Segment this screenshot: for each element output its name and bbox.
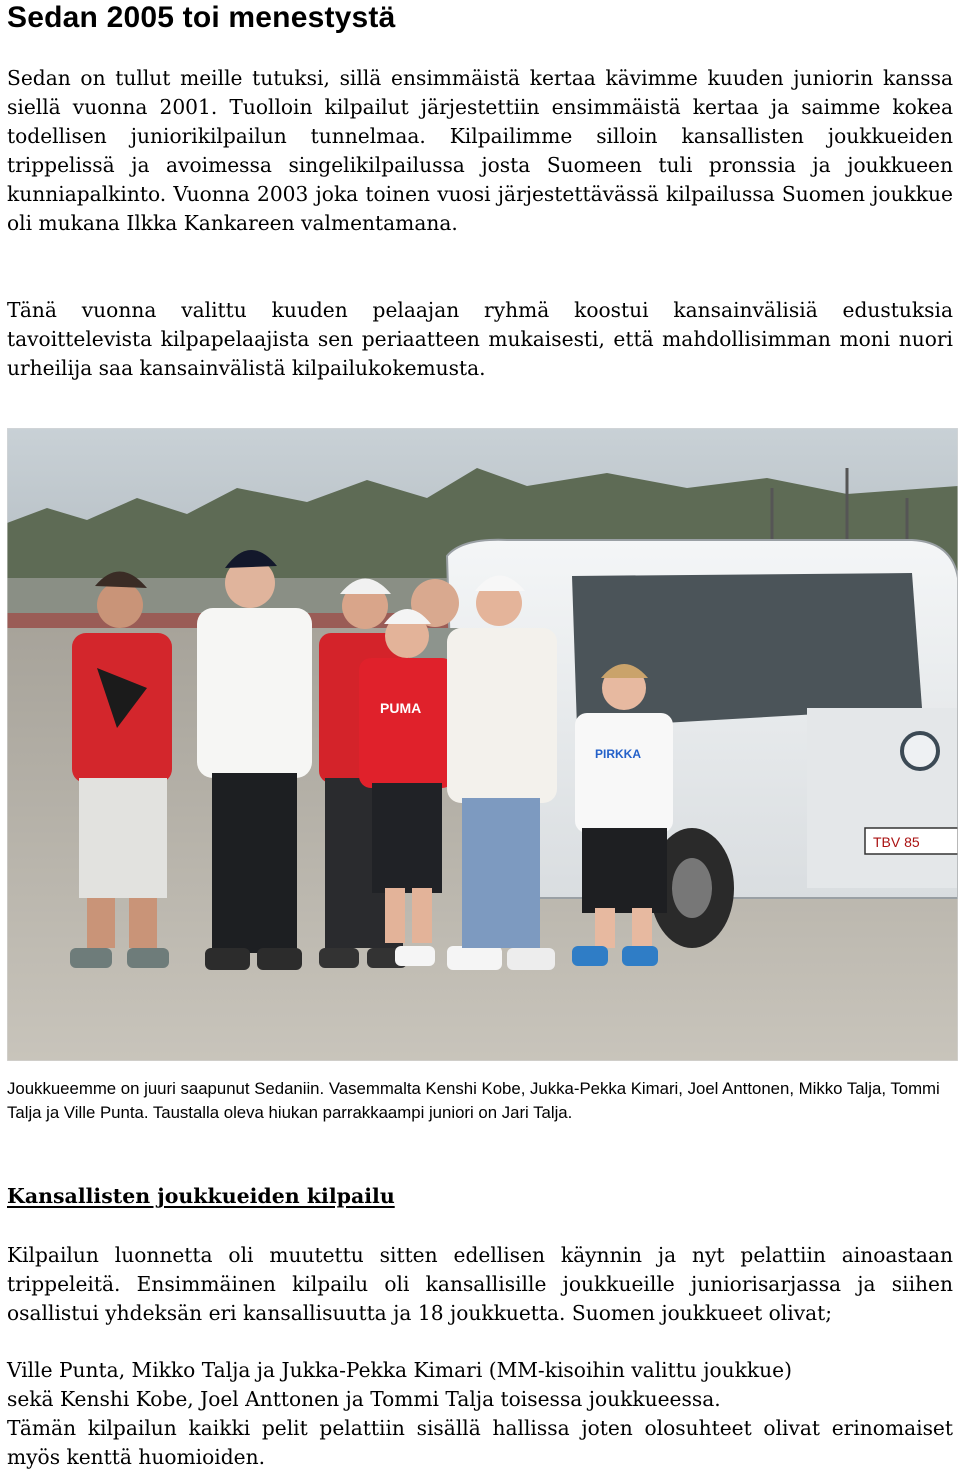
vw-logo	[902, 733, 938, 769]
license-plate: TBV 85	[873, 834, 920, 850]
closing-paragraph: Tämän kilpailun kaikki pelit pelattiin sisällä hallissa joten olosuhteet olivat erinomaiset myös kenttä huomioiden.	[7, 1416, 953, 1469]
intro-paragraph: Sedan on tullut meille tutuksi, sillä ensimmäistä kertaa kävimme kuuden juniorin kanssa siellä vuonna 2001. Tuolloin kilpailut järjestettiin ensimmäistä kertaa ja saimme kokea todellisen juniorikilpailun tunnelmaa. Kilpailimme silloin kansallisten joukkueiden trippelissä ja avoimessa singelikilpailussa josta Suomeen tuli pronssia ja joukkueen kunniapalkinto. Vuonna 2003 joka toinen vuosi järjestettävässä kilpailussa Suomen joukkue oli mukana Ilkka Kankareen valmentamana.	[7, 66, 953, 235]
second-paragraph: Tänä vuonna valittu kuuden pelaajan ryhmä koostui kansainvälisiä edustuksia tavoittelevista kilpapelaajista sen periaatteen mukaisesti, että mahdollisimman moni nuori urheilija saa kansainvälistä kilpailukokemusta.	[7, 298, 953, 380]
photo-caption: Joukkueemme on juuri saapunut Sedaniin. Vasemmalta Kenshi Kobe, Jukka-Pekka Kimari, Joel Anttonen, Mikko Talja, Tommi Talja ja Ville Punta. Taustalla oleva hiukan parrakkaampi juniori on Jari Talja.	[7, 1079, 940, 1122]
page-title: Sedan 2005 toi menestystä	[7, 1, 396, 34]
shirt-text-puma: PUMA	[380, 700, 422, 716]
person-jukka-pekka-kimari	[197, 550, 312, 970]
team-line-2: sekä Kenshi Kobe, Joel Anttonen ja Tommi Talja toisessa joukkueessa.	[7, 1387, 721, 1411]
shirt-text-pirkka: PIRKKA	[595, 747, 642, 761]
section-heading: Kansallisten joukkueiden kilpailu	[7, 1184, 395, 1208]
section-paragraph: Kilpailun luonnetta oli muutettu sitten edellisen käynnin ja nyt pelattiin ainoastaan trippeleitä. Ensimmäinen kilpailu oli kansallisille joukkueille juniorisarjassa ja siihen osallistui yhdeksän eri kansallisuutta ja 18 joukkuetta. Suomen joukkueet olivat;	[7, 1243, 953, 1325]
team-photo	[7, 428, 958, 1061]
team-line-1: Ville Punta, Mikko Talja ja Jukka-Pekka Kimari (MM-kisoihin valittu joukkue)	[7, 1358, 792, 1382]
